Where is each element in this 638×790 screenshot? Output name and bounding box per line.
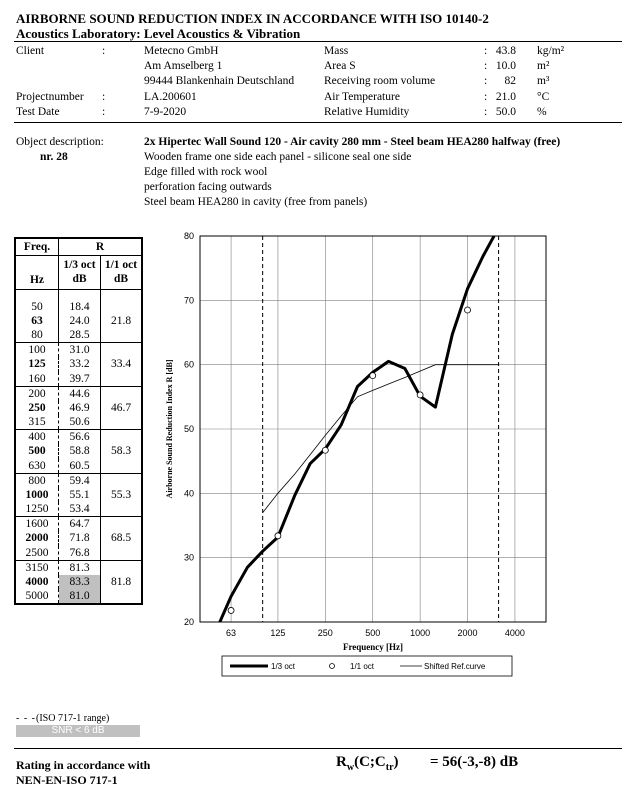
oct-point — [370, 373, 376, 379]
table-freq: 200 — [15, 386, 59, 401]
third-oct-label: 1/3 oct — [63, 259, 96, 271]
x-tick-label: 63 — [226, 628, 237, 638]
legend-oct-swatch — [330, 664, 335, 669]
spec-colon: : — [484, 91, 488, 103]
iso-range-legend — [16, 712, 109, 725]
table-third-oct-value: 53.4 — [59, 502, 101, 517]
spec-value: 21.0 — [495, 91, 516, 103]
table-freq: 400 — [15, 430, 59, 445]
third-oct-header — [59, 255, 101, 289]
table-third-oct-value: 81.3 — [59, 560, 101, 575]
spec-value: 10.0 — [495, 60, 516, 72]
table-third-oct-value: 58.8 — [59, 444, 101, 459]
client-label: Client — [16, 45, 45, 57]
test-date: 7-9-2020 — [144, 106, 187, 118]
table-oct-value: 55.3 — [101, 473, 143, 517]
projectnumber-colon: : — [102, 91, 106, 103]
table-freq: 800 — [15, 473, 59, 488]
y-tick-label: 50 — [183, 424, 194, 434]
rating-c: (C;C — [354, 754, 386, 770]
object-line-3: Edge filled with rock wool — [144, 166, 268, 178]
y-tick-label: 20 — [183, 617, 194, 627]
table-third-oct-value: 18.4 — [59, 289, 101, 314]
table-third-oct-value: 76.8 — [59, 546, 101, 561]
table-oct-value: 33.4 — [101, 343, 143, 387]
object-line-1: 2x Hipertec Wall Sound 120 - Air cavity 280 mm - Steel beam HEA280 halfway (free) — [144, 136, 561, 148]
client-name: Metecno GmbH — [144, 45, 219, 57]
spec-unit: °C — [537, 91, 550, 103]
table-third-oct-value: 55.1 — [59, 488, 101, 503]
hz-header: Hz — [15, 255, 59, 289]
testdate-label: Test Date — [16, 106, 60, 118]
table-freq: 63 — [15, 314, 59, 329]
third-oct-unit: dB — [72, 273, 87, 285]
snr-note: SNR < 6 dB — [16, 725, 140, 737]
table-freq: 1250 — [15, 502, 59, 517]
object-number: nr. 28 — [40, 151, 68, 163]
table-freq: 500 — [15, 444, 59, 459]
x-tick-label: 500 — [365, 628, 381, 638]
oct-point — [465, 307, 471, 313]
table-third-oct-value: 59.4 — [59, 473, 101, 488]
table-third-oct-value: 56.6 — [59, 430, 101, 445]
object-label: Object description: — [16, 136, 104, 148]
spec-label: Receiving room volume — [324, 75, 436, 87]
spec-colon: : — [484, 60, 488, 72]
oct-point — [228, 607, 234, 613]
table-freq: 160 — [15, 372, 59, 387]
table-freq: 5000 — [15, 589, 59, 604]
spec-unit: % — [537, 106, 547, 118]
table-third-oct-value: 50.6 — [59, 415, 101, 430]
table-freq: 80 — [15, 328, 59, 343]
projectnumber-label: Projectnumber — [16, 91, 84, 103]
rating-tr: tr — [385, 762, 394, 773]
table-freq: 100 — [15, 343, 59, 358]
spec-value: 50.0 — [495, 106, 516, 118]
client-colon: : — [102, 45, 106, 57]
oct-label: 1/1 oct — [104, 259, 138, 271]
x-tick-label: 2000 — [457, 628, 478, 638]
table-third-oct-value: 44.6 — [59, 386, 101, 401]
oct-point — [417, 392, 423, 398]
table-third-oct-value: 39.7 — [59, 372, 101, 387]
lab-title: Acoustics Laboratory: Level Acoustics & Vibration — [16, 26, 301, 41]
x-tick-label: 125 — [270, 628, 286, 638]
iso-range-text: (ISO 717-1 range) — [36, 713, 110, 724]
table-freq: 50 — [15, 289, 59, 314]
rating-value: = 56(-3,-8) dB — [430, 754, 519, 770]
spec-colon: : — [484, 45, 488, 57]
legend-third-oct-label: 1/3 oct — [271, 662, 296, 671]
table-freq: 1000 — [15, 488, 59, 503]
table-third-oct-value: 71.8 — [59, 531, 101, 546]
specs-divider — [14, 122, 622, 123]
table-third-oct-value: 28.5 — [59, 328, 101, 343]
spec-label: Relative Humidity — [324, 106, 410, 118]
y-tick-label: 40 — [183, 488, 194, 499]
spec-unit: kg/m² — [537, 45, 565, 57]
rating-label-1: Rating in accordance with — [16, 758, 151, 772]
table-oct-value: 46.7 — [101, 386, 143, 430]
legend-ref-label: Shifted Ref.curve — [424, 662, 486, 671]
table-third-oct-value: 46.9 — [59, 401, 101, 416]
oct-point — [275, 533, 281, 539]
spec-colon: : — [484, 106, 488, 118]
object-line-5: Steel beam HEA280 in cavity (free from panels) — [144, 196, 368, 208]
r-header: R — [59, 238, 143, 255]
rating-symbol — [336, 754, 399, 773]
table-freq: 250 — [15, 401, 59, 416]
rating-close: ) — [393, 754, 399, 770]
table-third-oct-value: 31.0 — [59, 343, 101, 358]
table-third-oct-value: 60.5 — [59, 459, 101, 474]
spec-value: 82 — [504, 75, 516, 87]
frequency-table — [14, 237, 143, 605]
table-third-oct-value: 33.2 — [59, 357, 101, 372]
table-freq: 2000 — [15, 531, 59, 546]
dashed-line-icon: - - - — [16, 713, 36, 724]
client-street: Am Amselberg 1 — [144, 60, 223, 72]
x-tick-label: 1000 — [410, 628, 431, 638]
rating-label-2: NEN-EN-ISO 717-1 — [16, 773, 118, 787]
y-tick-label: 30 — [183, 552, 194, 563]
spec-unit: m³ — [537, 75, 550, 87]
table-freq: 630 — [15, 459, 59, 474]
table-third-oct-value: 83.3 — [59, 575, 101, 590]
freq-header: Freq. — [15, 238, 59, 255]
project-number: LA.200601 — [144, 91, 197, 103]
oct-point — [322, 447, 328, 453]
spec-label: Air Temperature — [324, 91, 400, 103]
x-tick-label: 4000 — [504, 628, 525, 638]
header-divider — [14, 41, 622, 42]
testdate-colon: : — [102, 106, 106, 118]
table-freq: 2500 — [15, 546, 59, 561]
report-title: AIRBORNE SOUND REDUCTION INDEX IN ACCORDANCE WITH ISO 10140-2 — [16, 11, 489, 26]
spec-unit: m² — [537, 60, 550, 72]
legend-oct-label: 1/1 oct — [350, 662, 375, 671]
oct-header — [101, 255, 143, 289]
object-line-2: Wooden frame one side each panel - silicone seal one side — [144, 151, 412, 163]
object-line-4: perforation facing outwards — [144, 181, 272, 193]
footer-divider — [14, 748, 622, 749]
table-freq: 1600 — [15, 517, 59, 532]
rating-w: w — [346, 762, 355, 773]
table-oct-value: 21.8 — [101, 289, 143, 343]
y-axis-label: Airborne Sound Reduction Index R [dB] — [165, 359, 174, 499]
table-freq: 315 — [15, 415, 59, 430]
spec-label: Mass — [324, 45, 349, 57]
y-tick-label: 60 — [183, 359, 194, 370]
client-city: 99444 Blankenhain Deutschland — [144, 75, 295, 87]
spec-label: Area S — [324, 60, 356, 72]
sound-reduction-chart — [150, 228, 562, 690]
x-tick-label: 250 — [317, 628, 333, 638]
table-oct-value: 68.5 — [101, 517, 143, 561]
y-tick-label: 80 — [183, 231, 194, 241]
table-freq: 3150 — [15, 560, 59, 575]
table-freq: 125 — [15, 357, 59, 372]
oct-unit: dB — [113, 273, 129, 285]
table-freq: 4000 — [15, 575, 59, 590]
table-oct-value: 58.3 — [101, 430, 143, 474]
rating-r: R — [336, 754, 347, 770]
table-third-oct-value: 24.0 — [59, 314, 101, 329]
table-oct-value: 81.8 — [101, 560, 143, 604]
table-third-oct-value: 81.0 — [59, 589, 101, 604]
y-tick-label: 70 — [183, 295, 194, 306]
spec-value: 43.8 — [495, 45, 516, 57]
x-axis-label: Frequency [Hz] — [342, 642, 404, 652]
spec-colon: : — [484, 75, 488, 87]
table-third-oct-value: 64.7 — [59, 517, 101, 532]
